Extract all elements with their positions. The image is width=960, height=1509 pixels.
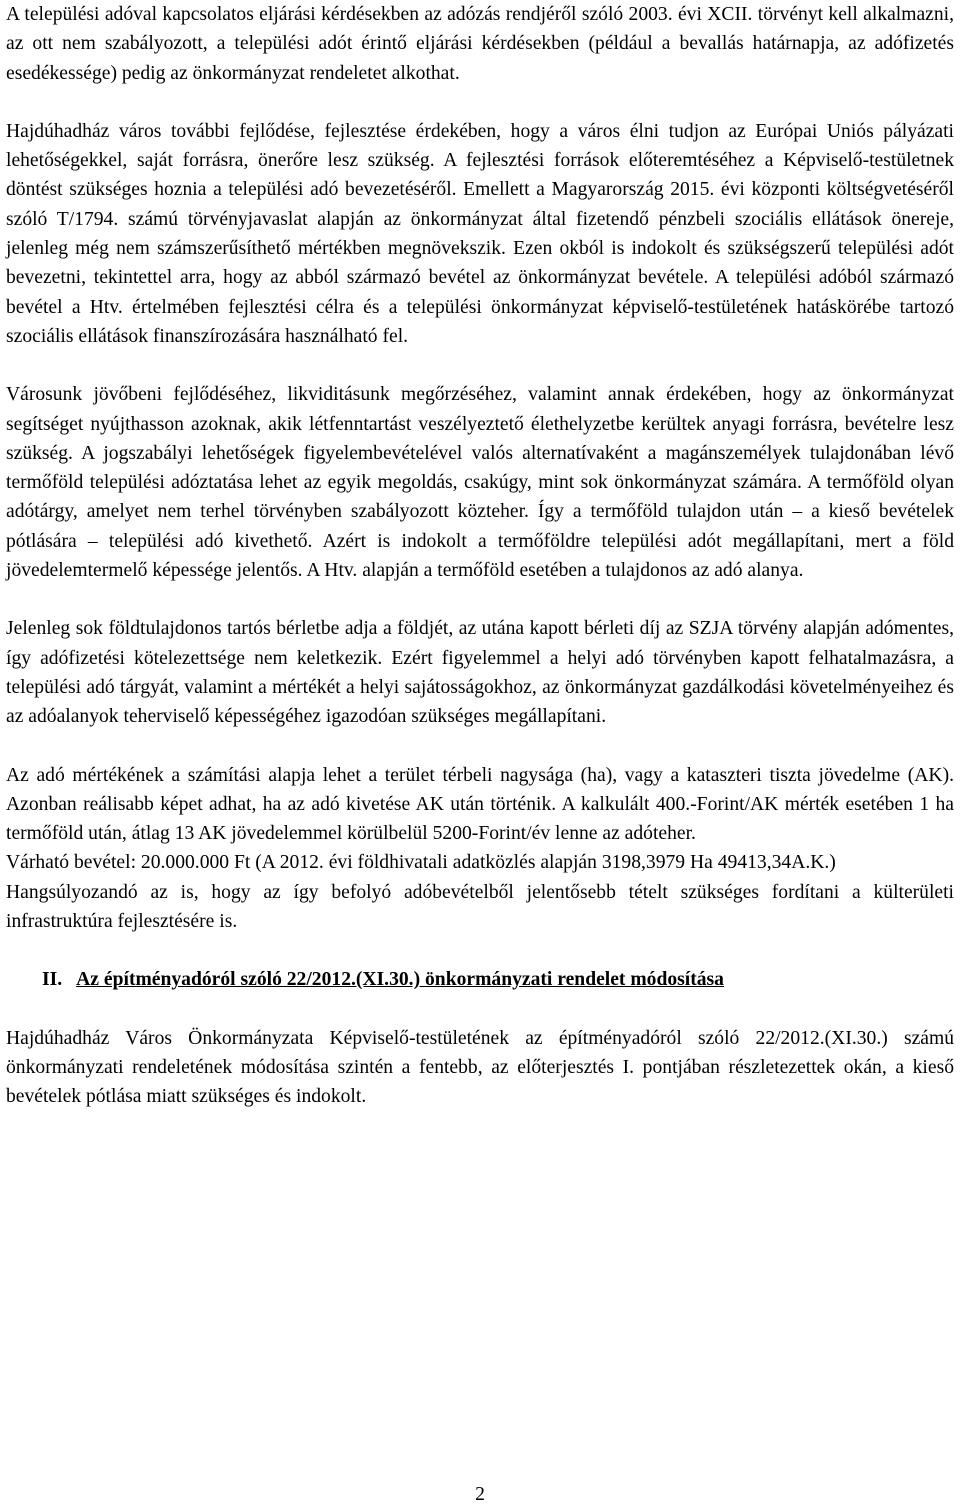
paragraph-gap <box>6 732 954 761</box>
paragraph-land-tax-rationale: Városunk jövőbeni fejlődéséhez, likviditásunk megőrzéséhez, valamint annak érdekében, hogy az önkormányzat segítséget nyújthasson azoknak, akik létfenntartást veszélyeztető élethelyzetbe kerültek anyagi forrásra, bevételre lesz szükség. A jogszabályi lehetőségek figyelembevételével valós alternatívaként a magánszemélyek tulajdonában lévő termőföld települési adóztatása lehet az egyik megoldás, csakúgy, mint sok önkormányzat számára. A termőföld olyan adótárgy, amelyet nem terhel törvényben szabályozott közteher. Így a termőföld tulajdon után – a kieső bevételek pótlására – települési adó kivethető. Azért is indokolt a termőföldre települési adót megállapítani, mert a föld jövedelemtermelő képessége jelentős. A Htv. alapján a termőföld esetében a tulajdonos az adó alanya. <box>6 384 954 582</box>
paragraph-land-lease: Jelenleg sok földtulajdonos tartós bérletbe adja a földjét, az utána kapott bérleti díj az SZJA törvény alapján adómentes, így adófizetési kötelezettsége nem keletkezik. Ezért figyelemmel a helyi adó törvényben kapott felhatalmazásra, a települési adó tárgyát, valamint a mértékét a helyi sajátosságokhoz, az önkormányzat gazdálkodási követelményeihez és az adóalanyok teherviselő képességéhez igazodóan szükséges megállapítani. <box>6 618 954 728</box>
paragraph-infrastructure: Hangsúlyozandó az is, hogy az így befolyó adóbevételből jelentősebb tételt szükséges fordítani a külterületi infrastruktúra fejlesztésére is. <box>6 881 954 933</box>
paragraph-gap <box>6 351 954 380</box>
paragraph-expected-revenue: Várható bevétel: 20.000.000 Ft (A 2012. évi földhivatali adatközlés alapján 3198,3979 Ha 49413,34A.K.) <box>6 852 836 874</box>
document-page <box>6 0 954 1112</box>
section-heading <box>6 965 954 994</box>
section-number: II. <box>42 969 63 991</box>
paragraph-building-tax-amendment: Hajdúhadház Város Önkormányzata Képviselő-testületének az építményadóról szóló 22/2012.(XI.30.) számú önkormányzati rendeletének módosítása szintén a fentebb, az előterjesztés I. pontjában részletezettek okán, a kieső bevételek pótlása miatt szükséges és indokolt. <box>6 1027 954 1108</box>
paragraph-gap <box>6 88 954 117</box>
paragraph-tax-rate-basis: Az adó mértékének a számítási alapja lehet a terület térbeli nagysága (ha), vagy a kataszteri tiszta jövedelme (AK). Azonban reálisabb képet adhat, ha az adó kivetése AK után történik. A kalkulált 400.-Forint/AK mérték esetében 1 ha termőföld után, átlag 13 AK jövedelemmel körülbelül 5200-Forint/év lenne az adóteher. <box>6 764 954 845</box>
paragraph-gap <box>6 936 954 965</box>
paragraph-gap <box>6 995 954 1024</box>
paragraph-gap <box>6 585 954 614</box>
section-title: Az építményadóról szóló 22/2012.(XI.30.) önkormányzati rendelet módosítása <box>76 969 724 991</box>
paragraph-tax-procedure: A települési adóval kapcsolatos eljárási kérdésekben az adózás rendjéről szóló 2003. évi XCII. törvényt kell alkalmazni, az ott nem szabályozott, a települési adót érintő eljárási kérdésekben (például a bevallás határnapja, az adófizetés esedékessége) pedig az önkormányzat rendeletet alkothat. <box>6 4 954 84</box>
page-number: 2 <box>475 1484 485 1505</box>
paragraph-development-funding: Hajdúhadház város további fejlődése, fejlesztése érdekében, hogy a város élni tudjon az Európai Uniós pályázati lehetőségekkel, saját forrásra, önerőre lesz szükség. A fejlesztési források előteremtéséhez a Képviselő-testületnek döntést szükséges hoznia a települési adó bevezetéséről. Emellett a Magyarország 2015. évi központi költségvetéséről szóló T/1794. számú törvényjavaslat alapján az önkormányzat által fizetendő pénzbeli szociális ellátások önereje, jelenleg még nem számszerűsíthető mértékben megnövekszik. Ezen okból is indokolt és szükségszerű települési adót bevezetni, tekintettel arra, hogy az abból származó bevétel az önkormányzat bevétele. A települési adóból származó bevétel a Htv. értelmében fejlesztési célra és a települési önkormányzat képviselő-testületének hatáskörébe tartozó szociális ellátások finanszírozására használható fel. <box>6 120 954 347</box>
